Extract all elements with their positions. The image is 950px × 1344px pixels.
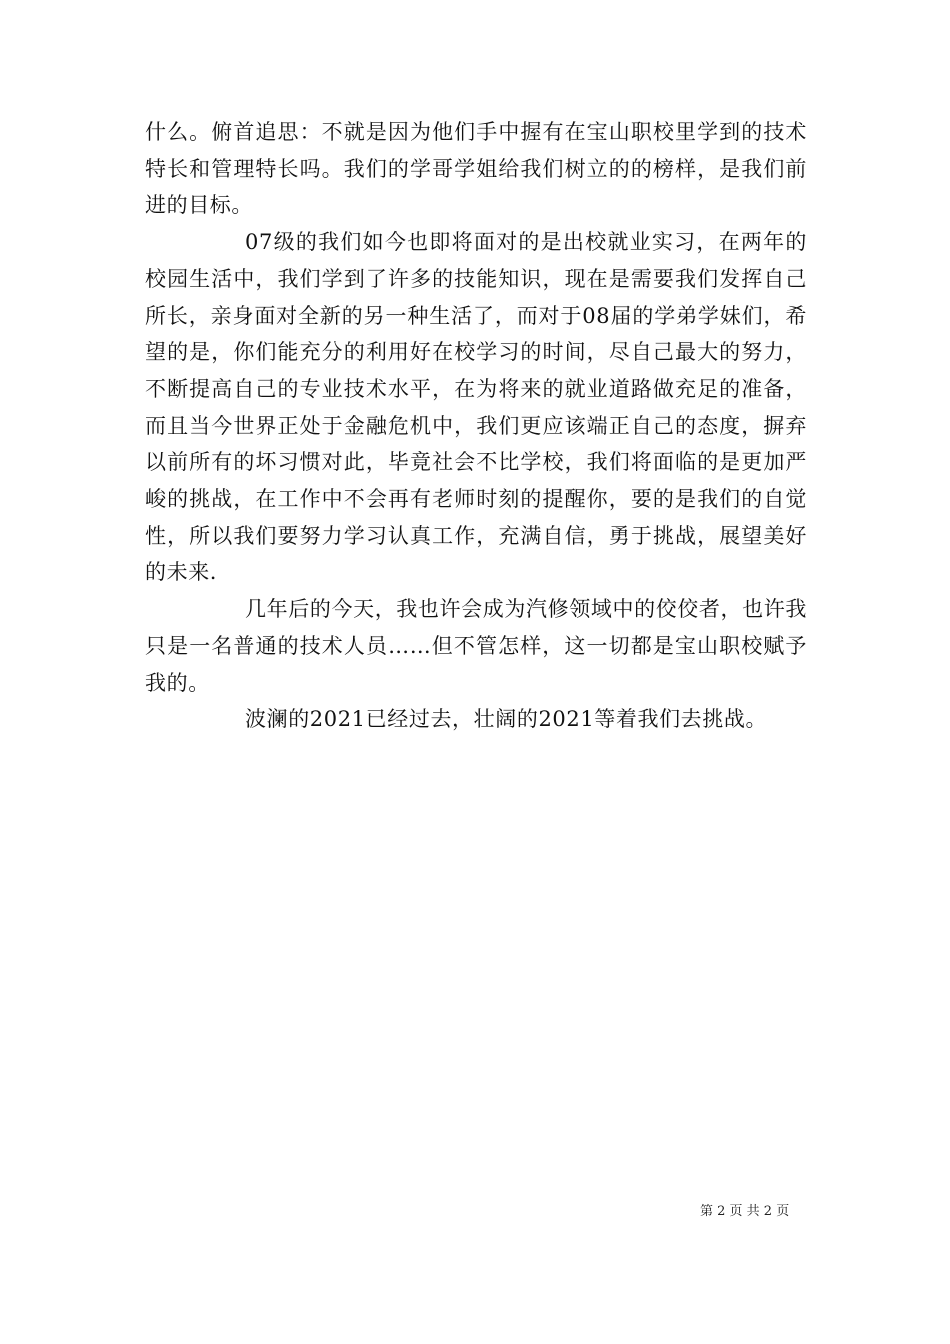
paragraph-continuation: 什么。俯首追思：不就是因为他们手中握有在宝山职校里学到的技术特长和管理特长吗。我们的学哥学姐给我们树立的的榜样，是我们前进的目标。 xyxy=(145,120,807,218)
page-number-footer: 第 2 页 共 2 页 xyxy=(700,1204,790,1219)
paragraph-closing: 波澜的2021已经过去，壮阔的2021等着我们去挑战。 xyxy=(245,707,768,732)
paragraph-future: 几年后的今天，我也许会成为汽修领域中的佼佼者，也许我只是一名普通的技术人员……但不管怎样，这一切都是宝山职校赋予我的。 xyxy=(145,597,807,695)
document-body xyxy=(145,114,807,738)
paragraph-graduation: 07级的我们如今也即将面对的是出校就业实习，在两年的校园生活中，我们学到了许多的技能知识，现在是需要我们发挥自己所长，亲身面对全新的另一种生活了，而对于08届的学弟学妹们，希望的是，你们能充分的利用好在校学习的时间，尽自己最大的努力，不断提高自己的专业技术水平，在为将来的就业道路做充足的准备，而且当今世界正处于金融危机中，我们更应该端正自己的态度，摒弃以前所有的坏习惯对此，毕竟社会不比学校，我们将面临的是更加严峻的挑战，在工作中不会再有老师时刻的提醒你，要的是我们的自觉性，所以我们要努力学习认真工作，充满自信，勇于挑战，展望美好的未来. xyxy=(145,230,807,585)
